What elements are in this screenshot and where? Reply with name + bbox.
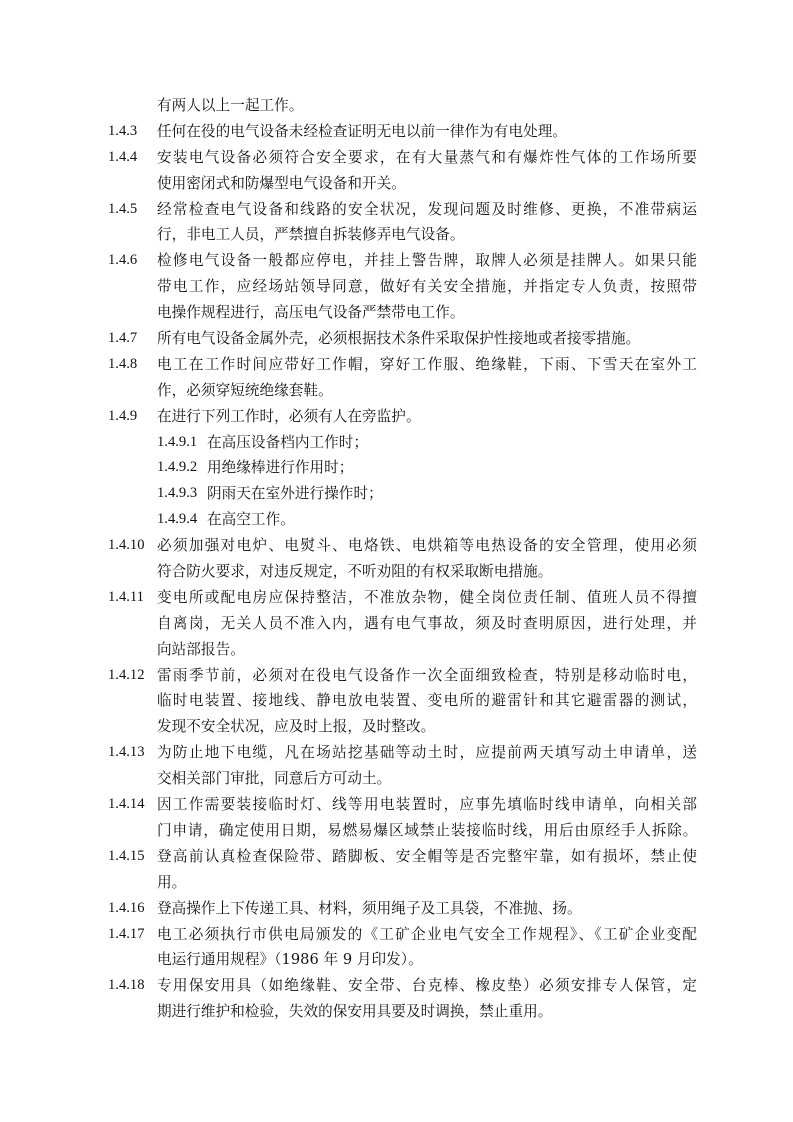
clause-line <box>108 248 708 274</box>
clause-number: 1.4.13 <box>108 744 145 761</box>
document-page <box>108 93 708 1025</box>
subclause-text: 在高空工作。 <box>207 511 295 529</box>
clause-text: 在进行下列工作时，必须有人在旁监护。 <box>157 407 421 425</box>
clause-continuation-line <box>108 870 708 896</box>
clause-line <box>108 352 708 378</box>
clause-continuation-line <box>108 637 708 663</box>
clause-text: 安装电气设备必须符合安全要求，在有大量蒸气和有爆炸性气体的工作场所要 <box>157 148 699 166</box>
clause-text: 电运行通用规程》（1986 年 9 月印发）。 <box>157 951 423 969</box>
clause-number: 1.4.11 <box>108 588 144 605</box>
clause-number: 1.4.5 <box>108 200 138 217</box>
clause-line <box>108 973 708 999</box>
clause-continuation-line <box>108 999 708 1025</box>
clause-text: 电工必须执行市供电局颁发的《工矿企业电气安全工作规程》、《工矿企业变配 <box>157 925 699 943</box>
clause-number: 1.4.14 <box>108 796 145 813</box>
clause-line <box>108 507 708 533</box>
clause-text: 任何在役的电气设备未经检查证明无电以前一律作为有电处理。 <box>157 122 568 140</box>
clause-text: 登高前认真检查保险带、踏脚板、安全帽等是否完整牢靠，如有损坏，禁止使 <box>157 847 699 865</box>
clause-text: 因工作需要装接临时灯、线等用电装置时，应事先填临时线申请单，向相关部 <box>157 796 699 814</box>
clause-continuation-line <box>108 559 708 585</box>
clause-line <box>108 896 708 922</box>
clause-number: 1.4.10 <box>108 537 145 554</box>
subclause-number: 1.4.9.3 <box>157 485 198 502</box>
clause-line <box>108 844 708 870</box>
clause-text: 门申请，确定使用日期，易燃易爆区域禁止装接临时线，用后由原经手人拆除。 <box>157 821 699 839</box>
clause-text: 向站部报告。 <box>157 640 245 658</box>
clause-line <box>108 404 708 430</box>
clause-text: 检修电气设备一般都应停电，并挂上警告牌，取牌人必须是挂牌人。如果只能 <box>157 252 699 270</box>
clause-line <box>108 430 708 456</box>
clause-text: 自离岗，无关人员不准入内，遇有电气事故，须及时查明原因，进行处理，并 <box>157 614 699 632</box>
clause-continuation-line <box>108 171 708 197</box>
clause-number: 1.4.16 <box>108 899 145 916</box>
clause-line <box>108 481 708 507</box>
clause-number: 1.4.15 <box>108 847 145 864</box>
clause-text: 所有电气设备金属外壳，必须根据技术条件采取保护性接地或者接零措施。 <box>157 330 641 348</box>
clause-text: 期进行维护和检验，失效的保安用具要及时调换，禁止重用。 <box>157 1003 553 1021</box>
clause-number: 1.4.7 <box>108 330 138 347</box>
clause-text: 专用保安用具（如绝缘鞋、安全带、台克棒、橡皮垫）必须安排专人保管，定 <box>157 977 699 995</box>
clause-text: 有两人以上一起工作。 <box>157 97 304 114</box>
clause-line <box>108 197 708 223</box>
clause-continuation-line <box>108 714 708 740</box>
clause-line <box>108 455 708 481</box>
clause-text: 登高操作上下传递工具、材料，须用绳子及工具袋，不准抛、扬。 <box>157 899 582 917</box>
clause-continuation-line <box>108 300 708 326</box>
clause-text: 变电所或配电房应保持整洁，不准放杂物，健全岗位责任制、值班人员不得擅 <box>157 588 699 606</box>
clause-number: 1.4.3 <box>108 122 138 139</box>
subclause-text: 在高压设备档内工作时； <box>207 433 369 451</box>
subclause-text: 用绝缘棒进行作用时； <box>207 459 354 477</box>
clause-text: 作，必须穿短统绝缘套鞋。 <box>157 381 333 399</box>
clause-text: 用。 <box>157 873 187 891</box>
clause-text: 使用密闭式和防爆型电气设备和开关。 <box>157 174 406 192</box>
clause-continuation-line <box>108 93 708 119</box>
clause-continuation-line <box>108 611 708 637</box>
subclause-number: 1.4.9.4 <box>157 511 198 528</box>
clause-continuation-line <box>108 766 708 792</box>
clause-line <box>108 585 708 611</box>
clause-continuation-line <box>108 688 708 714</box>
clause-continuation-line <box>108 378 708 404</box>
clause-text: 发现不安全状况，应及时上报，及时整改。 <box>157 718 436 736</box>
clause-line <box>108 922 708 948</box>
clause-text: 符合防火要求，对违反规定，不听劝阻的有权采取断电措施。 <box>157 563 553 581</box>
clause-number: 1.4.18 <box>108 977 145 994</box>
clause-continuation-line <box>108 274 708 300</box>
clause-text: 为防止地下电缆，凡在场站挖基础等动土时，应提前两天填写动土申请单，送 <box>157 744 699 762</box>
clause-line <box>108 145 708 171</box>
subclause-number: 1.4.9.2 <box>157 459 198 476</box>
clause-text: 雷雨季节前，必须对在役电气设备作一次全面细致检查，特别是移动临时电， <box>157 666 699 684</box>
clause-line <box>108 326 708 352</box>
clause-line <box>108 119 708 145</box>
clause-number: 1.4.9 <box>108 407 138 424</box>
clause-continuation-line <box>108 818 708 844</box>
clause-line <box>108 533 708 559</box>
clause-text: 带电工作，应经场站领导同意，做好有关安全措施，并指定专人负责，按照带 <box>157 278 699 296</box>
clause-number: 1.4.12 <box>108 666 145 683</box>
clause-line <box>108 792 708 818</box>
clause-text: 必须加强对电炉、电熨斗、电烙铁、电烘箱等电热设备的安全管理，使用必须 <box>157 537 699 555</box>
clause-text: 临时电装置、接地线、静电放电装置、变电所的避雷针和其它避雷器的测试， <box>157 692 699 710</box>
clause-number: 1.4.8 <box>108 355 138 372</box>
clause-text: 电操作规程进行，高压电气设备严禁带电工作。 <box>157 304 465 322</box>
clause-text: 行，非电工人员，严禁擅自拆装修弄电气设备。 <box>157 226 465 244</box>
clause-continuation-line <box>108 222 708 248</box>
clause-text: 交相关部门审批，同意后方可动土。 <box>157 770 392 788</box>
clause-number: 1.4.6 <box>108 252 138 269</box>
clause-number: 1.4.17 <box>108 925 145 942</box>
clause-line <box>108 740 708 766</box>
subclause-text: 阴雨天在室外进行操作时； <box>207 485 383 503</box>
clause-continuation-line <box>108 947 708 973</box>
clause-text: 电工在工作时间应带好工作帽，穿好工作服、绝缘鞋，下雨、下雪天在室外工 <box>157 355 699 373</box>
subclause-number: 1.4.9.1 <box>157 433 198 450</box>
clause-number: 1.4.4 <box>108 148 138 165</box>
clause-text: 经常检查电气设备和线路的安全状况，发现问题及时维修、更换，不准带病运 <box>157 200 699 218</box>
clause-line <box>108 663 708 689</box>
